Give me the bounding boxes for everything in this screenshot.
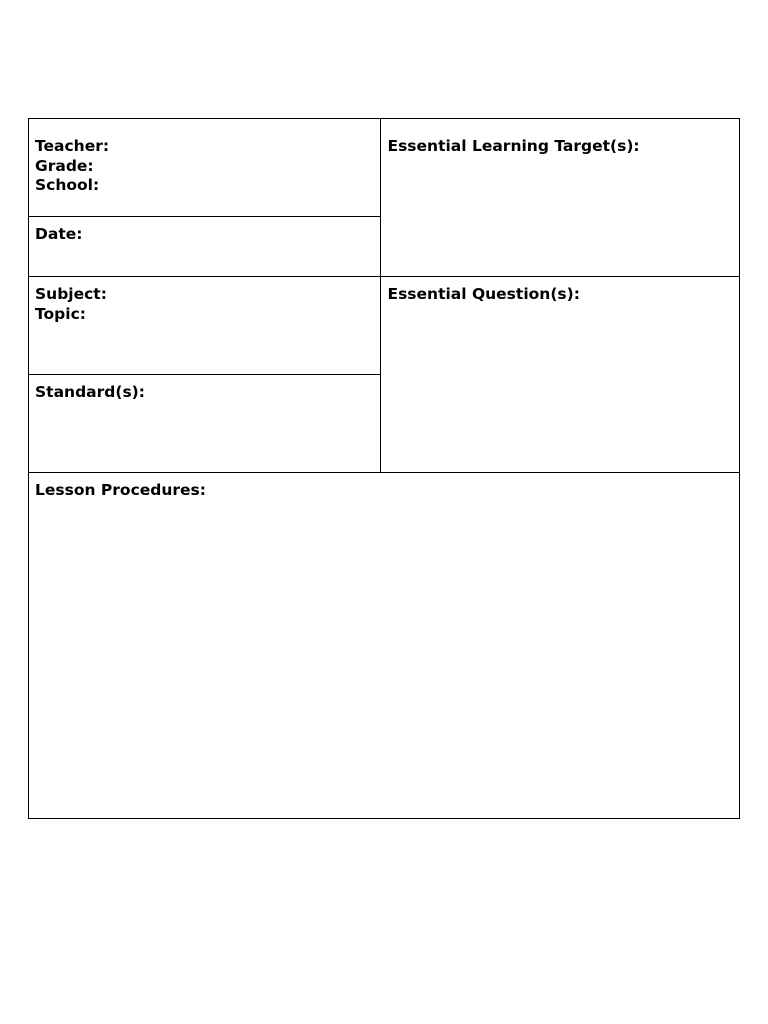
topic-label: Topic: bbox=[35, 304, 86, 323]
learning-targets-cell[interactable] bbox=[381, 119, 740, 277]
lesson-procedures-label: Lesson Procedures: bbox=[35, 481, 206, 499]
lesson-plan-form bbox=[28, 118, 740, 819]
learning-targets-label: Essential Learning Target(s): bbox=[387, 137, 640, 155]
standards-cell[interactable] bbox=[29, 375, 381, 473]
subject-topic-cell[interactable] bbox=[29, 277, 381, 375]
teacher-label: Teacher: bbox=[35, 137, 110, 155]
essential-questions-cell[interactable] bbox=[381, 277, 740, 473]
school-label: School: bbox=[35, 176, 100, 194]
standards-label: Standard(s): bbox=[35, 383, 145, 401]
lesson-procedures-cell[interactable] bbox=[29, 473, 740, 819]
date-cell[interactable] bbox=[29, 217, 381, 277]
essential-questions-label: Essential Question(s): bbox=[387, 285, 580, 303]
date-label: Date: bbox=[35, 225, 83, 243]
grade-label: Grade: bbox=[35, 156, 94, 175]
subject-label: Subject: bbox=[35, 285, 107, 303]
teacher-info-cell[interactable] bbox=[29, 119, 381, 217]
